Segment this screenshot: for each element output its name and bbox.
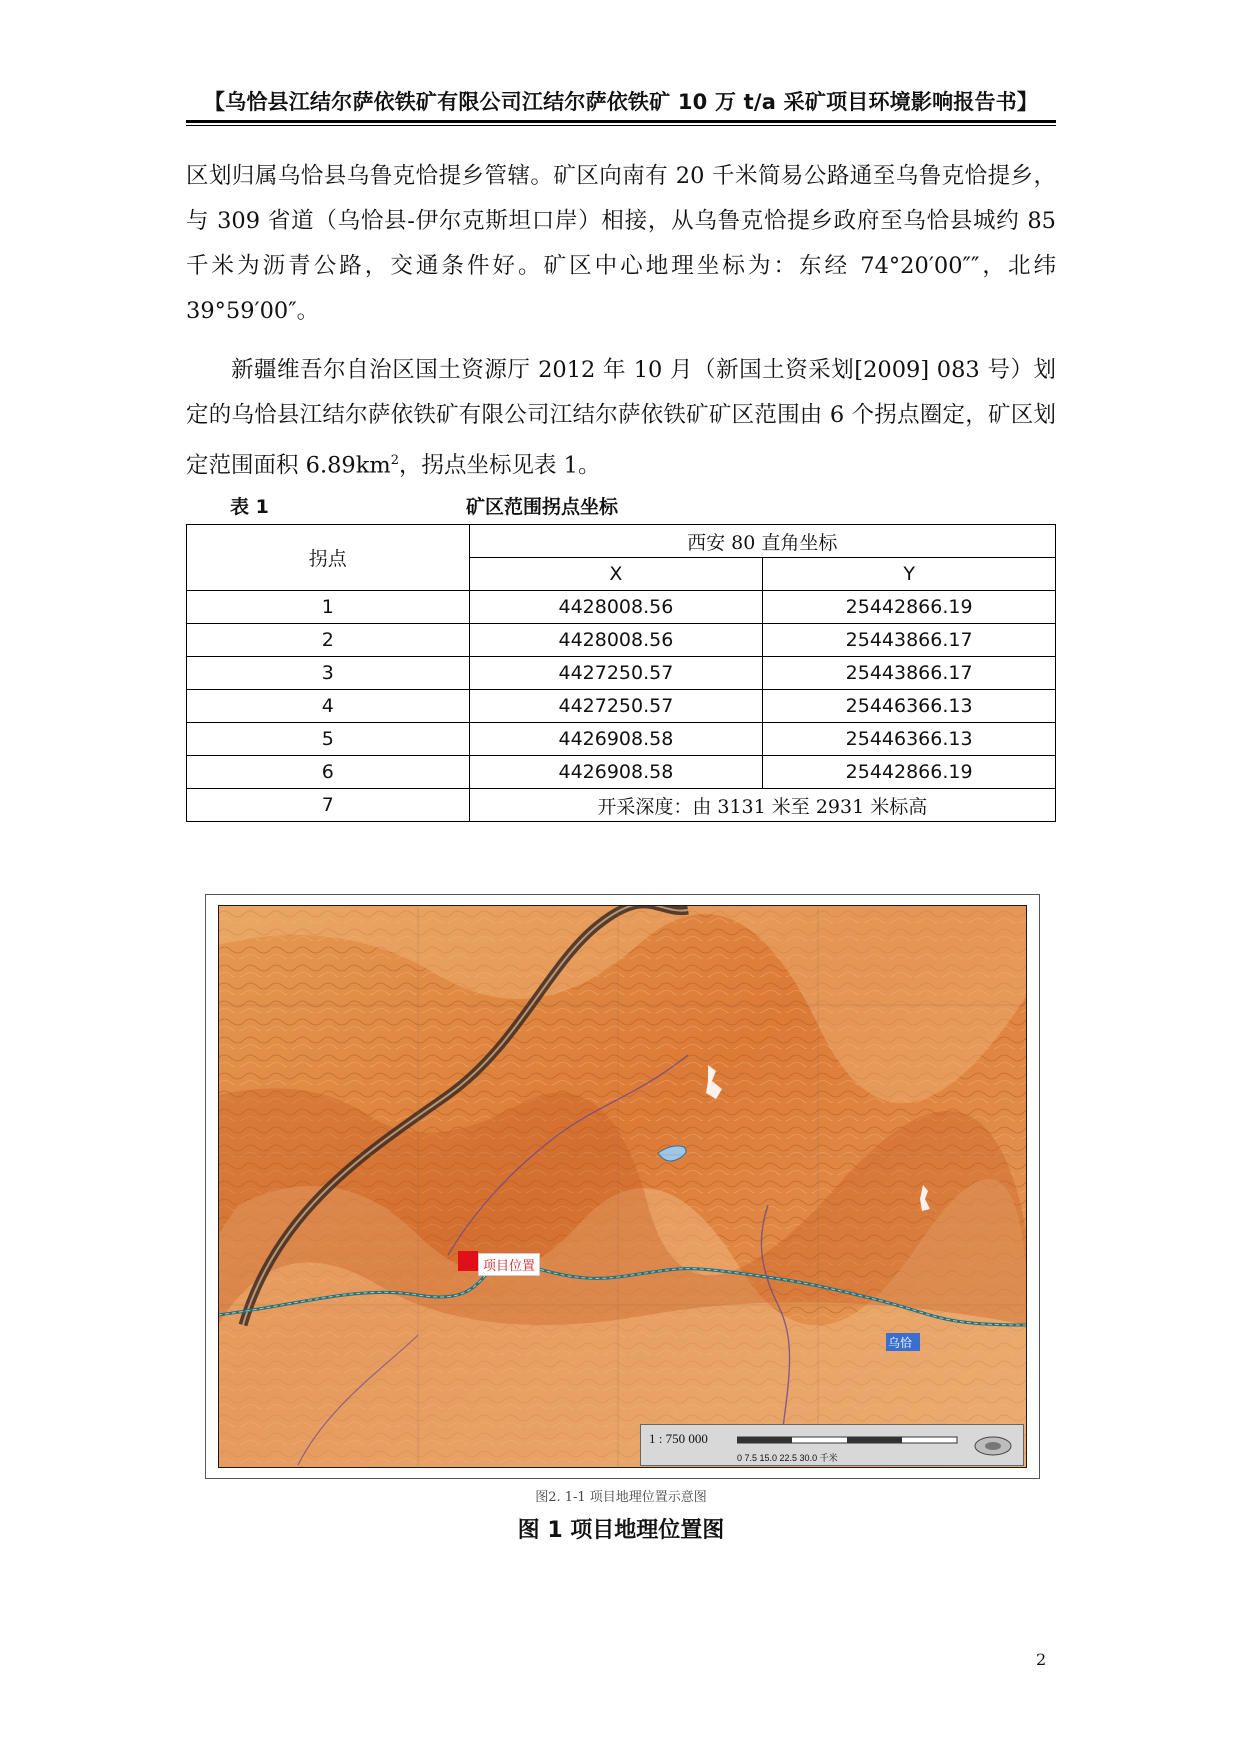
cell-point: 5	[187, 723, 470, 756]
paragraph-2-text-a: 新疆维吾尔自治区国土资源厅 2012 年 10 月（新国土资采划[2009] 083 号）划定的乌恰县江结尔萨依铁矿有限公司江结尔萨依铁矿矿区范围由 6 个拐点圈定，矿区划定范围面积 6.89km	[186, 357, 1056, 479]
table-row	[187, 591, 1056, 624]
paragraph-1: 区划归属乌恰县乌鲁克恰提乡管辖。矿区向南有 20 千米简易公路通至乌鲁克恰提乡，与 309 省道（乌恰县-伊尔克斯坦口岸）相接，从乌鲁克恰提乡政府至乌恰县城约 85 千米为沥青公路，交通条件好。矿区中心地理坐标为：东经 74°20′00″″，北纬 39°59′00″。	[186, 163, 1056, 324]
project-location-label: 项目位置	[478, 1253, 540, 1276]
paragraph-2-text-b: ，拐点坐标见表 1。	[399, 452, 601, 479]
header-x: X	[469, 558, 763, 591]
cell-x: 4427250.57	[469, 657, 763, 690]
cell-y: 25443866.17	[763, 624, 1056, 657]
table-row	[187, 690, 1056, 723]
superscript-2: 2	[390, 453, 400, 468]
compass-icon	[973, 1433, 1013, 1459]
cell-point: 3	[187, 657, 470, 690]
scale-ratio: 1 : 750 000	[649, 1431, 708, 1446]
terrain-graphic	[218, 905, 1027, 1468]
header-y: Y	[763, 558, 1056, 591]
cell-y: 25446366.13	[763, 723, 1056, 756]
project-location-marker	[458, 1251, 478, 1271]
cell-y: 25442866.19	[763, 756, 1056, 789]
header-point: 拐点	[187, 525, 470, 591]
header-rule	[186, 120, 1056, 123]
table-row	[187, 723, 1056, 756]
header-coordinate-system: 西安 80 直角坐标	[469, 525, 1055, 558]
table-row	[187, 657, 1056, 690]
table-title: 矿区范围拐点坐标	[466, 496, 619, 518]
cell-x: 4428008.56	[469, 624, 763, 657]
cell-point: 2	[187, 624, 470, 657]
cell-x: 4428008.56	[469, 591, 763, 624]
table-number: 表 1	[230, 496, 269, 518]
cell-mining-depth: 开采深度：由 3131 米至 2931 米标高	[469, 789, 1055, 822]
scale-tick-labels: 0 7.5 15.0 22.5 30.0 千米	[737, 1453, 838, 1463]
city-label-wuqia: 乌恰	[888, 1336, 913, 1350]
table-row	[187, 756, 1056, 789]
table-row	[187, 789, 1056, 822]
scale-ruler-graphic	[737, 1433, 967, 1447]
map-figure-frame	[205, 894, 1040, 1479]
map-caption: 图2. 1-1 项目地理位置示意图	[535, 1490, 707, 1505]
cell-point: 6	[187, 756, 470, 789]
header-rule-thin	[186, 125, 1056, 126]
page-number: 2	[1036, 1650, 1047, 1669]
coordinates-table	[186, 524, 1056, 822]
figure-title: 图 1 项目地理位置图	[517, 1518, 725, 1543]
cell-x: 4426908.58	[469, 756, 763, 789]
document-header: 【乌恰县江结尔萨依铁矿有限公司江结尔萨依铁矿 10 万 t/a 采矿项目环境影响报告书】	[203, 90, 1039, 114]
cell-x: 4426908.58	[469, 723, 763, 756]
cell-point: 1	[187, 591, 470, 624]
topographic-map	[218, 905, 1027, 1468]
table-row	[187, 624, 1056, 657]
cell-point: 4	[187, 690, 470, 723]
map-scale-bar	[640, 1424, 1024, 1466]
cell-y: 25446366.13	[763, 690, 1056, 723]
cell-y: 25443866.17	[763, 657, 1056, 690]
paragraph-2	[186, 348, 1056, 489]
cell-x: 4427250.57	[469, 690, 763, 723]
cell-point: 7	[187, 789, 470, 822]
cell-y: 25442866.19	[763, 591, 1056, 624]
